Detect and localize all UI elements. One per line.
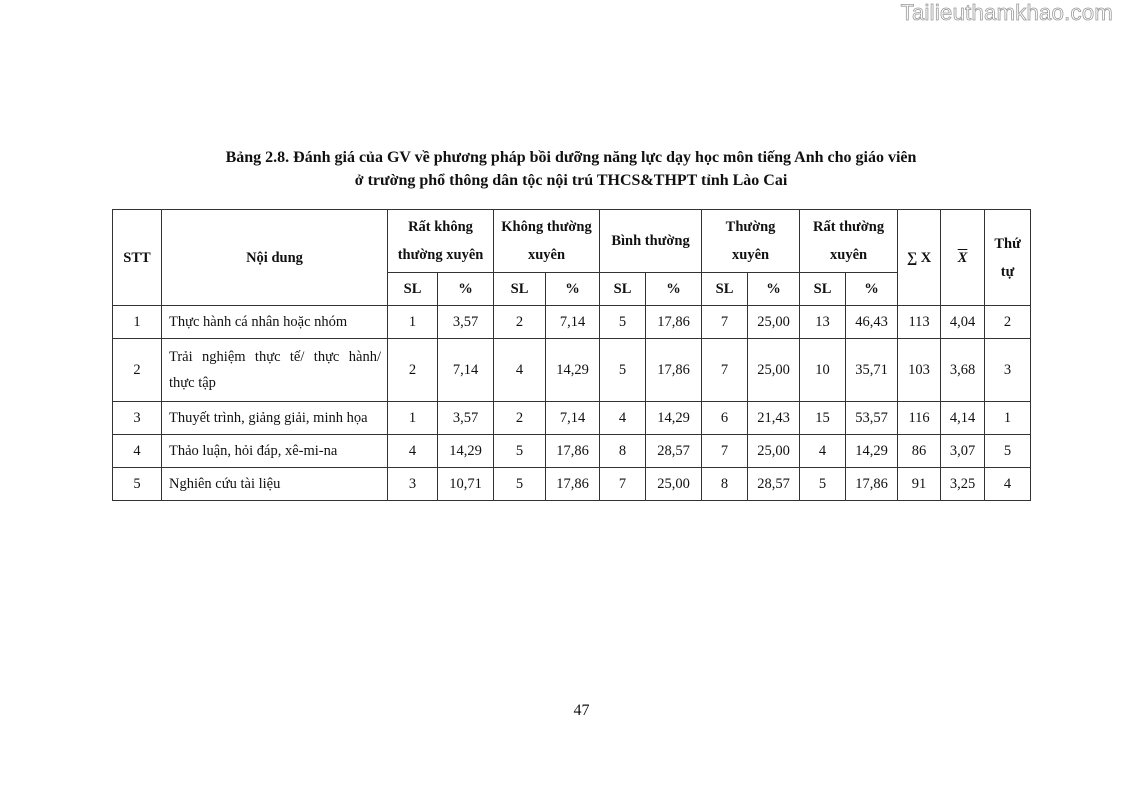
table-caption (112, 146, 1030, 192)
header-group-very-rarely: Rất không thường xuyên (388, 210, 494, 273)
cell-rank: 3 (985, 339, 1031, 402)
header-pct: % (546, 273, 600, 306)
cell-value: 25,00 (646, 468, 702, 501)
cell-value: 2 (388, 339, 438, 402)
cell-value: 5 (494, 435, 546, 468)
cell-value: 13 (800, 306, 846, 339)
mean-symbol: $\overline{X}$ (957, 249, 968, 266)
cell-sum: 103 (898, 339, 941, 402)
cell-value: 3,57 (438, 402, 494, 435)
cell-value: 7 (702, 306, 748, 339)
cell-mean: 3,25 (941, 468, 985, 501)
header-sl: SL (494, 273, 546, 306)
cell-value: 5 (600, 306, 646, 339)
header-rank: Thứ tự (985, 210, 1031, 306)
cell-value: 4 (388, 435, 438, 468)
cell-value: 14,29 (438, 435, 494, 468)
header-pct: % (748, 273, 800, 306)
cell-rank: 4 (985, 468, 1031, 501)
caption-line-1: Bảng 2.8. Đánh giá của GV về phương pháp bồi dưỡng năng lực dạy học môn tiếng Anh cho giáo viên (225, 149, 917, 166)
page-number: 47 (573, 702, 590, 719)
table-row (113, 339, 1031, 402)
cell-value: 17,86 (546, 468, 600, 501)
cell-value: 7,14 (438, 339, 494, 402)
cell-stt: 2 (113, 339, 162, 402)
cell-value: 17,86 (646, 339, 702, 402)
cell-value: 10 (800, 339, 846, 402)
header-stt: STT (113, 210, 162, 306)
cell-value: 14,29 (846, 435, 898, 468)
table-row (113, 435, 1031, 468)
cell-value: 7 (702, 339, 748, 402)
survey-table (112, 209, 1031, 501)
cell-mean: 4,04 (941, 306, 985, 339)
cell-value: 2 (494, 306, 546, 339)
cell-stt: 3 (113, 402, 162, 435)
cell-value: 53,57 (846, 402, 898, 435)
header-group-very-often: Rất thường xuyên (800, 210, 898, 273)
cell-value: 7 (600, 468, 646, 501)
cell-value: 17,86 (846, 468, 898, 501)
header-content: Nội dung (162, 210, 388, 306)
cell-value: 6 (702, 402, 748, 435)
header-sl: SL (600, 273, 646, 306)
cell-value: 3,57 (438, 306, 494, 339)
header-group-often: Thường xuyên (702, 210, 800, 273)
cell-value: 25,00 (748, 306, 800, 339)
header-sl: SL (388, 273, 438, 306)
cell-stt: 5 (113, 468, 162, 501)
cell-mean: 4,14 (941, 402, 985, 435)
cell-value: 5 (494, 468, 546, 501)
cell-content: Thuyết trình, giảng giải, minh họa (162, 402, 388, 435)
cell-rank: 5 (985, 435, 1031, 468)
header-sum: ∑ X (898, 210, 941, 306)
cell-content: Thực hành cá nhân hoặc nhóm (162, 306, 388, 339)
cell-value: 25,00 (748, 339, 800, 402)
cell-sum: 116 (898, 402, 941, 435)
cell-value: 28,57 (646, 435, 702, 468)
header-group-normal: Bình thường (600, 210, 702, 273)
cell-value: 17,86 (646, 306, 702, 339)
cell-value: 46,43 (846, 306, 898, 339)
caption-line-2: ở trường phổ thông dân tộc nội trú THCS&THPT tỉnh Lào Cai (354, 172, 788, 189)
cell-value: 4 (494, 339, 546, 402)
cell-rank: 2 (985, 306, 1031, 339)
cell-content: Nghiên cứu tài liệu (162, 468, 388, 501)
cell-content: Trải nghiệm thực tế/ thực hành/ thực tập (162, 339, 388, 402)
cell-value: 3 (388, 468, 438, 501)
cell-value: 8 (702, 468, 748, 501)
cell-value: 2 (494, 402, 546, 435)
header-pct: % (646, 273, 702, 306)
cell-value: 25,00 (748, 435, 800, 468)
cell-sum: 113 (898, 306, 941, 339)
header-pct: % (846, 273, 898, 306)
cell-stt: 1 (113, 306, 162, 339)
cell-value: 4 (800, 435, 846, 468)
header-sl: SL (800, 273, 846, 306)
cell-content: Thảo luận, hỏi đáp, xê-mi-na (162, 435, 388, 468)
cell-value: 7 (702, 435, 748, 468)
cell-value: 8 (600, 435, 646, 468)
cell-value: 14,29 (646, 402, 702, 435)
header-sl: SL (702, 273, 748, 306)
table-row (113, 306, 1031, 339)
cell-sum: 86 (898, 435, 941, 468)
cell-value: 15 (800, 402, 846, 435)
cell-value: 1 (388, 306, 438, 339)
cell-rank: 1 (985, 402, 1031, 435)
header-pct: % (438, 273, 494, 306)
header-group-rarely: Không thường xuyên (494, 210, 600, 273)
header-row-groups (113, 210, 1031, 273)
cell-value: 21,43 (748, 402, 800, 435)
cell-value: 7,14 (546, 402, 600, 435)
cell-stt: 4 (113, 435, 162, 468)
cell-value: 1 (388, 402, 438, 435)
cell-mean: 3,68 (941, 339, 985, 402)
cell-value: 14,29 (546, 339, 600, 402)
watermark: Tailieuthamkhao.com (900, 0, 1113, 25)
cell-value: 7,14 (546, 306, 600, 339)
cell-value: 35,71 (846, 339, 898, 402)
header-mean (941, 210, 985, 306)
cell-value: 5 (600, 339, 646, 402)
cell-value: 17,86 (546, 435, 600, 468)
table-row (113, 468, 1031, 501)
cell-value: 4 (600, 402, 646, 435)
cell-sum: 91 (898, 468, 941, 501)
cell-value: 10,71 (438, 468, 494, 501)
table-row (113, 402, 1031, 435)
cell-mean: 3,07 (941, 435, 985, 468)
cell-value: 5 (800, 468, 846, 501)
cell-value: 28,57 (748, 468, 800, 501)
